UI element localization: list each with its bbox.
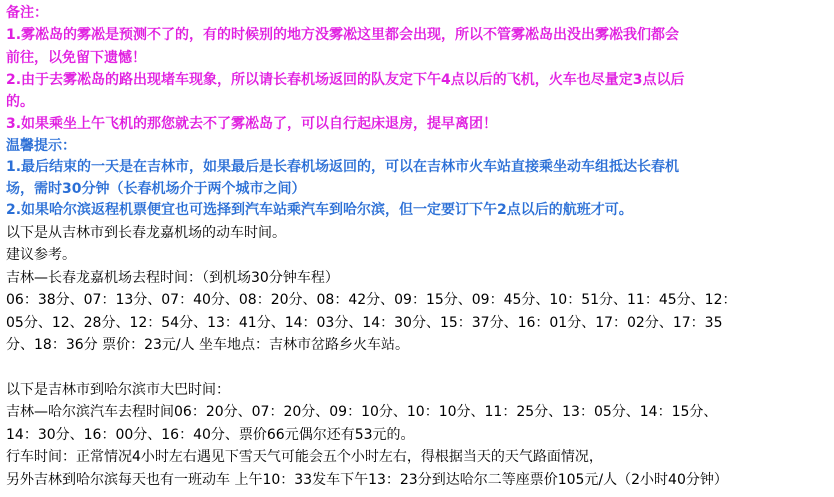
document — [6, 2, 830, 491]
notice-line: 2.由于去雾凇岛的路出现堵车现象，所以请长春机场返回的队友定下午4点以后的飞机，火车也尽量定3点以后 — [6, 71, 685, 88]
tips-section — [6, 136, 830, 222]
bus-intro: 以下是吉林市到哈尔滨市大巴时间： — [6, 381, 230, 398]
tips-heading: 温馨提示： — [6, 137, 76, 154]
travel-time-note: 行车时间：正常情况4小时左右遇见下雪天气可能会五个小时左右，得根据当天的天气路面情况， — [6, 449, 603, 466]
train-times-line: 06：38分、07：13分、07：40分、08：20分、08：42分、09：15分、09：45分、10：51分、11：45分、12： — [6, 292, 737, 309]
train-times-line: 05分、12、28分、12：54分、13：41分、14：03分、14：30分、15：37分、16：01分、17：02分、17：35 — [6, 314, 723, 331]
notice-section — [6, 2, 830, 136]
tips-line: 2.如果哈尔滨返程机票便宜也可选择到汽车站乘汽车到哈尔滨，但一定要订下午2点以后的航班才可。 — [6, 202, 633, 219]
train-schedule-section — [6, 222, 830, 357]
train-advice: 建议参考。 — [6, 247, 76, 264]
train-intro: 以下是从吉林市到长春龙嘉机场的动车时间。 — [6, 224, 286, 241]
notice-line: 1.雾凇岛的雾凇是预测不了的，有的时候别的地方没雾凇这里都会出现，所以不管雾凇岛出没出雾凇我们都会 — [6, 27, 680, 44]
notice-line: 3.如果乘坐上午飞机的那您就去不了雾凇岛了，可以自行起床退房，提早离团！ — [6, 116, 498, 133]
tips-line: 场，需时30分钟（长春机场介于两个城市之间） — [6, 180, 306, 197]
harbin-train-note: 另外吉林到哈尔滨每天也有一班动车 上午10：33发车下午13：23分到达哈尔二等座票价105元/人（2小时40分钟） — [6, 471, 728, 488]
notice-heading: 备注： — [6, 5, 48, 21]
notice-line: 的。 — [6, 94, 34, 111]
bus-schedule-section — [6, 379, 830, 492]
bus-times-line: 14：30分、16：00分、16：40分、票价66元偶尔还有53元的。 — [6, 426, 415, 443]
notice-line: 前往，以免留下遗憾！ — [6, 49, 146, 66]
tips-line: 1.最后结束的一天是在吉林市，如果最后是长春机场返回的，可以在吉林市火车站直接乘坐动车组抵达长春机 — [6, 159, 680, 176]
bus-times-line: 吉林—哈尔滨汽车去程时间06：20分、07：20分、09：10分、10：10分、11：25分、13：05分、14：15分、 — [6, 404, 718, 421]
blank-spacer — [6, 357, 830, 379]
train-times-line: 分、18：36分 票价：23元/人 坐车地点：吉林市岔路乡火车站。 — [6, 337, 410, 354]
train-route-heading: 吉林—长春龙嘉机场去程时间：（到机场30分钟车程） — [6, 269, 339, 286]
